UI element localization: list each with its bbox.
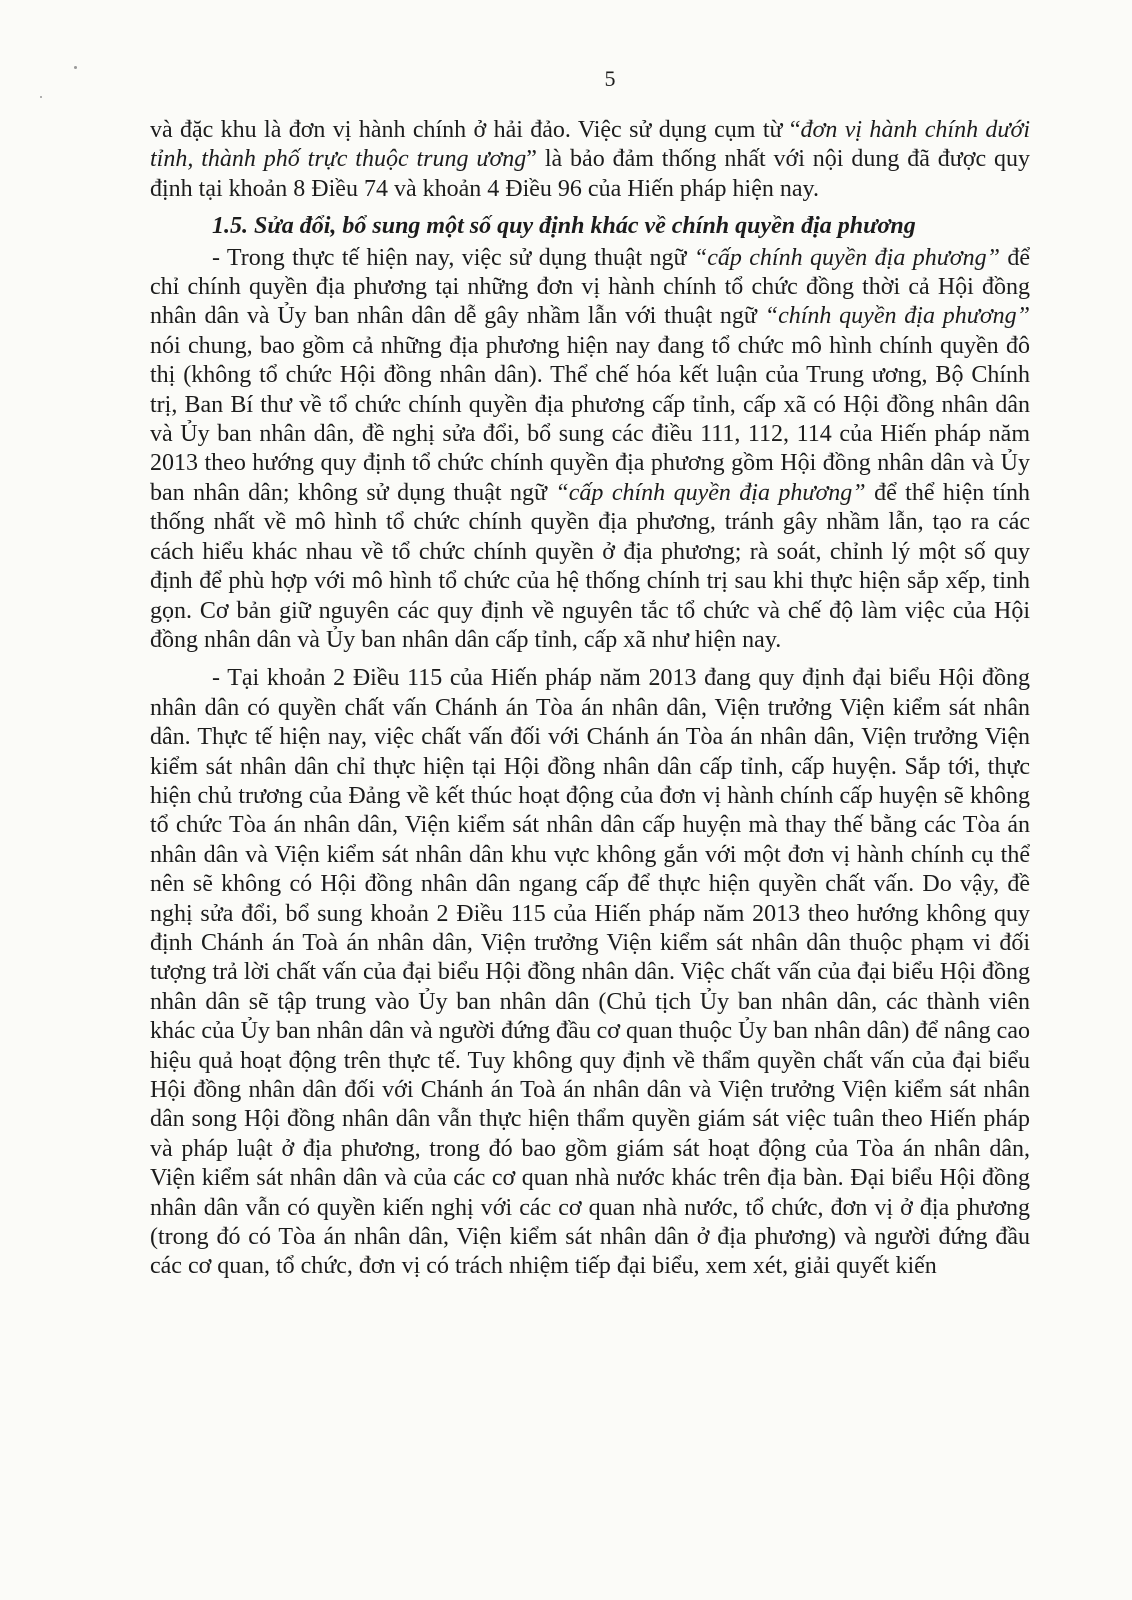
scan-speck <box>74 66 77 69</box>
text-run: 1.5. Sửa đổi, bổ sung một số quy định khác về chính quyền địa phương <box>212 213 916 240</box>
italic-term: “cấp chính quyền địa phương” <box>693 244 1000 271</box>
italic-term: “cấp chính quyền địa phương” <box>555 479 866 506</box>
italic-term: “chính quyền địa phương” <box>764 303 1030 330</box>
paragraph-questioning-rights <box>150 664 1030 1282</box>
text-run: để chỉ chính quyền địa phương tại những đơn vị hành chính tổ chức đồng thời cả Hội đồng nhân dân và Ủy ban nhân dân dễ gây nhầm lẫn với thuật ngữ <box>150 244 1030 330</box>
text-run: nói chung, bao gồm cả những địa phương hiện nay đang tổ chức mô hình chính quyền đô thị (không tổ chức Hội đồng nhân dân). Thể chế hóa kết luận của Trung ương, Bộ Chính trị, Ban Bí thư về tổ chức chính quyền địa phương cấp tỉnh, cấp xã có Hội đồng nhân dân và Ủy ban nhân dân, đề nghị sửa đổi, bổ sung các điều 111, 112, 114 của Hiến pháp năm 2013 theo hướng quy định tổ chức chính quyền địa phương gồm Hội đồng nhân dân và Ủy ban nhân dân; không sử dụng thuật ngữ <box>150 332 1030 506</box>
text-run: - Trong thực tế hiện nay, việc sử dụng thuật ngữ <box>212 244 694 271</box>
text-run: - Tại khoản 2 Điều 115 của Hiến pháp năm 2013 đang quy định đại biểu Hội đồng nhân dân có quyền chất vấn Chánh án Tòa án nhân dân, Viện trưởng Viện kiểm sát nhân dân. Thực tế hiện nay, việc chất vấn đối với Chánh án Tòa án nhân dân, Viện trưởng Viện kiểm sát nhân dân chỉ thực hiện tại Hội đồng nhân dân cấp tỉnh, cấp huyện. Sắp tới, thực hiện chủ trương của Đảng về kết thúc hoạt động của đơn vị hành chính cấp huyện sẽ không tổ chức Tòa án nhân dân, Viện kiểm sát nhân dân cấp huyện mà thay thế bằng các Tòa án nhân dân và Viện kiểm sát nhân dân khu vực không gắn với một đơn vị hành chính cụ thể nên sẽ không có Hội đồng nhân dân ngang cấp để thực hiện quyền chất vấn. Do vậy, đề nghị sửa đổi, bổ sung khoản 2 Điều 115 của Hiến pháp năm 2013 theo hướng không quy định Chánh án Toà án nhân dân, Viện trưởng Viện kiểm sát nhân dân thuộc phạm vi đối tượng trả lời chất vấn của đại biểu Hội đồng nhân dân. Việc chất vấn của đại biểu Hội đồng nhân dân sẽ tập trung vào Ủy ban nhân dân (Chủ tịch Ủy ban nhân dân, các thành viên khác của Ủy ban nhân dân và người đứng đầu cơ quan thuộc Ủy ban nhân dân) để nâng cao hiệu quả hoạt động trên thực tế. Tuy không quy định về thẩm quyền chất vấn của đại biểu Hội đồng nhân dân đối với Chánh án Toà án nhân dân và Viện trưởng Viện kiểm sát nhân dân song Hội đồng nhân dân vẫn thực hiện thẩm quyền giám sát việc tuân theo Hiến pháp và pháp luật ở địa phương, trong đó bao gồm giám sát hoạt động của Tòa án nhân dân, Viện kiểm sát nhân dân và của các cơ quan nhà nước khác trên địa bàn. Đại biểu Hội đồng nhân dân vẫn có quyền kiến nghị với các cơ quan nhà nước, tổ chức, đơn vị ở địa phương (trong đó có Tòa án nhân dân, Viện kiểm sát nhân dân ở địa phương) và người đứng đầu các cơ quan, tổ chức, đơn vị có trách nhiệm tiếp đại biểu, xem xét, giải quyết kiến <box>150 665 1030 1280</box>
page-number: 5 <box>604 66 616 91</box>
italic-term: đơn vị hành chính dưới tỉnh, thành phố trực thuộc trung ương <box>150 117 1031 173</box>
section-heading <box>150 212 1030 241</box>
text-run: để thể hiện tính thống nhất về mô hình tổ chức chính quyền địa phương, tránh gây nhầm lẫn, tạo ra các cách hiểu khác nhau về tổ chức chính quyền ở địa phương; rà soát, chỉnh lý một số quy định để phù hợp với mô hình tổ chức của hệ thống chính trị sau khi thực hiện sắp xếp, tinh gọn. Cơ bản giữ nguyên các quy định về nguyên tắc tổ chức và chế độ làm việc của Hội đồng nhân dân và Ủy ban nhân dân cấp tỉnh, cấp xã như hiện nay. <box>150 479 1030 653</box>
paragraph-continuation <box>150 116 1030 204</box>
paragraph-local-government-terminology <box>150 244 1030 656</box>
scan-speck <box>40 96 42 98</box>
text-run: ” là bảo đảm thống nhất với nội dung đã được quy định tại khoản 8 Điều 74 và khoản 4 Điều 96 của Hiến pháp hiện nay. <box>150 146 1030 202</box>
text-run: và đặc khu là đơn vị hành chính ở hải đảo. Việc sử dụng cụm từ “ <box>150 117 801 143</box>
